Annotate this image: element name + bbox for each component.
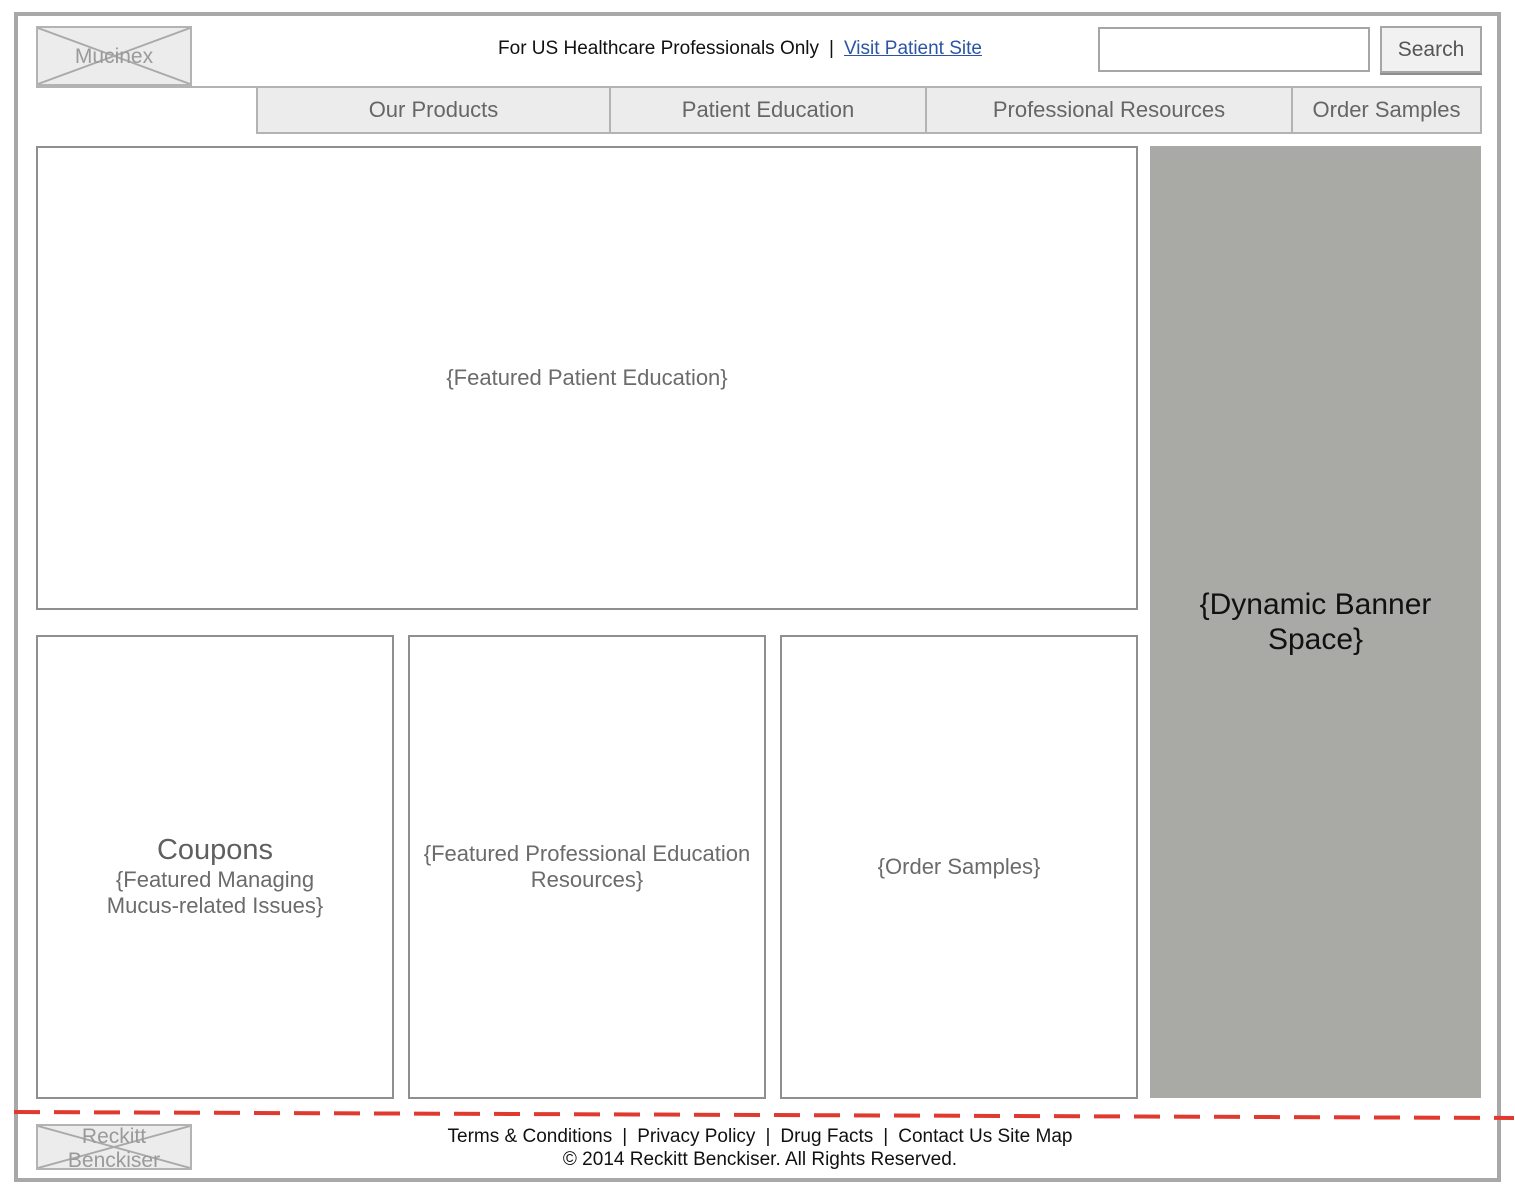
professional-education-card[interactable] <box>408 635 766 1099</box>
site-map-link[interactable]: Site Map <box>997 1126 1073 1147</box>
order-samples-card[interactable] <box>780 635 1138 1099</box>
coupons-title: Coupons <box>156 834 274 866</box>
footer-logo-label: Reckitt Benckiser <box>67 1125 161 1170</box>
reckitt-benckiser-logo[interactable] <box>36 1124 192 1170</box>
header-divider <box>36 86 258 88</box>
logo-label: Mucinex <box>74 45 154 68</box>
divider: | <box>622 1126 628 1147</box>
order-samples-text: {Order Samples} <box>877 854 1041 879</box>
featured-patient-education-label: {Featured Patient Education} <box>446 365 728 390</box>
drug-facts-link[interactable]: Drug Facts <box>780 1126 874 1147</box>
divider: | <box>883 1126 889 1147</box>
divider: | <box>765 1126 771 1147</box>
nav-order-samples[interactable]: Order Samples <box>1312 97 1461 122</box>
divider: | <box>829 38 834 59</box>
audience-notice: For US Healthcare Professionals Only <box>498 38 820 59</box>
nav-our-products[interactable]: Our Products <box>258 88 611 132</box>
professional-education-text: {Featured Professional Education Resources} <box>423 841 751 892</box>
visit-patient-site-link[interactable]: Visit Patient Site <box>843 38 982 59</box>
nav-professional-resources[interactable]: Professional Resources <box>927 88 1293 132</box>
contact-us-link[interactable]: Contact Us <box>898 1126 993 1147</box>
search-button[interactable]: Search <box>1380 26 1482 73</box>
nav-patient-education[interactable]: Patient Education <box>611 88 927 132</box>
dynamic-banner[interactable] <box>1150 146 1481 1098</box>
coupons-text: {Featured Managing Mucus-related Issues} <box>106 867 324 918</box>
privacy-policy-link[interactable]: Privacy Policy <box>637 1126 756 1147</box>
audience-notice-bar <box>380 38 1100 60</box>
dynamic-banner-label: {Dynamic Banner Space} <box>1199 588 1432 656</box>
coupons-card[interactable] <box>36 635 394 1099</box>
fold-line <box>14 1108 1514 1122</box>
mucinex-logo[interactable] <box>36 26 192 86</box>
search-input[interactable] <box>1098 27 1370 72</box>
copyright: © 2014 Reckitt Benckiser. All Rights Reserved. <box>562 1149 958 1170</box>
terms-link[interactable]: Terms & Conditions <box>447 1126 613 1147</box>
featured-patient-education-panel[interactable] <box>36 146 1138 610</box>
main-nav <box>256 86 1482 134</box>
footer-links <box>380 1126 1140 1148</box>
